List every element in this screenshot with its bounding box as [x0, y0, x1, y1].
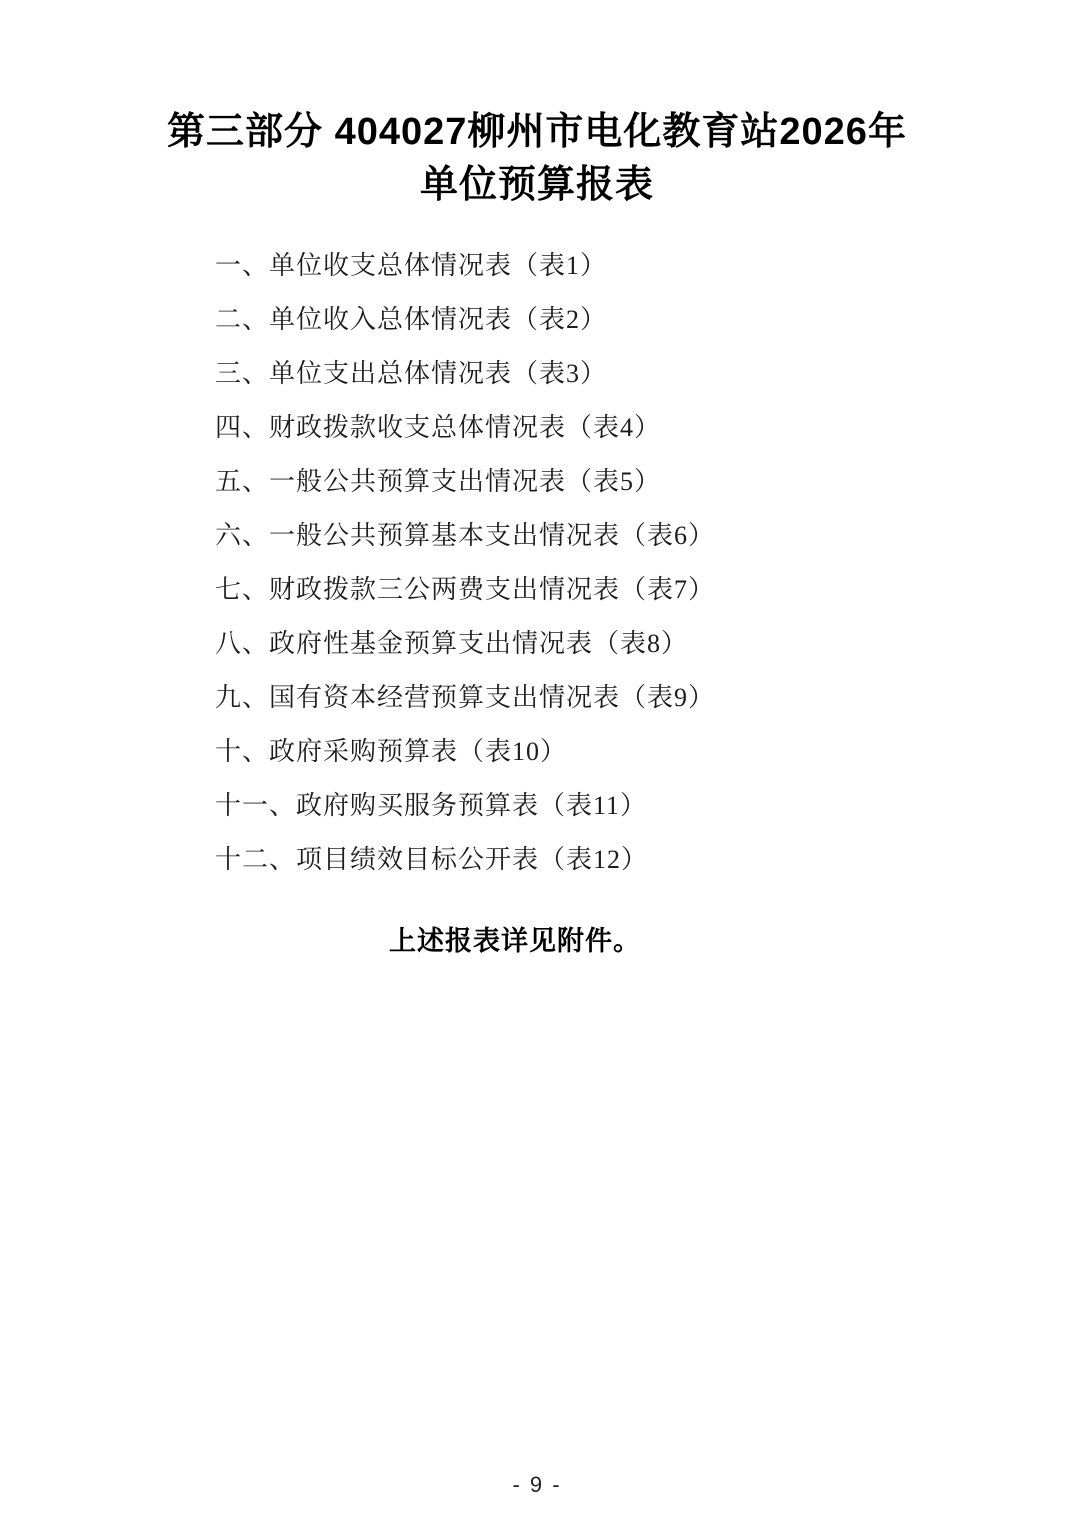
- page-title-line-1: 第三部分 404027柳州市电化教育站2026年: [167, 111, 907, 153]
- list-item: 六、一般公共预算基本支出情况表（表6）: [215, 520, 716, 550]
- list-item: 五、一般公共预算支出情况表（表5）: [215, 466, 662, 496]
- toc-list: [215, 236, 1074, 884]
- list-item: 十二、项目绩效目标公开表（表12）: [215, 844, 649, 874]
- list-item: 三、单位支出总体情况表（表3）: [215, 358, 608, 388]
- page-number: - 9 -: [512, 1472, 562, 1497]
- list-item: 十一、政府购买服务预算表（表11）: [215, 790, 648, 820]
- list-item: 九、国有资本经营预算支出情况表（表9）: [215, 682, 716, 712]
- list-item: 十、政府采购预算表（表10）: [215, 736, 568, 766]
- list-item: 四、财政拨款收支总体情况表（表4）: [215, 412, 662, 442]
- page-title-line-2: 单位预算报表: [419, 164, 654, 206]
- page-title: [0, 0, 1074, 212]
- list-item: 一、单位收支总体情况表（表1）: [215, 250, 608, 280]
- list-item: 二、单位收入总体情况表（表2）: [215, 304, 608, 334]
- list-item: 七、财政拨款三公两费支出情况表（表7）: [215, 574, 716, 604]
- list-item: 八、政府性基金预算支出情况表（表8）: [215, 628, 689, 658]
- attachment-note: 上述报表详见附件。: [389, 925, 641, 956]
